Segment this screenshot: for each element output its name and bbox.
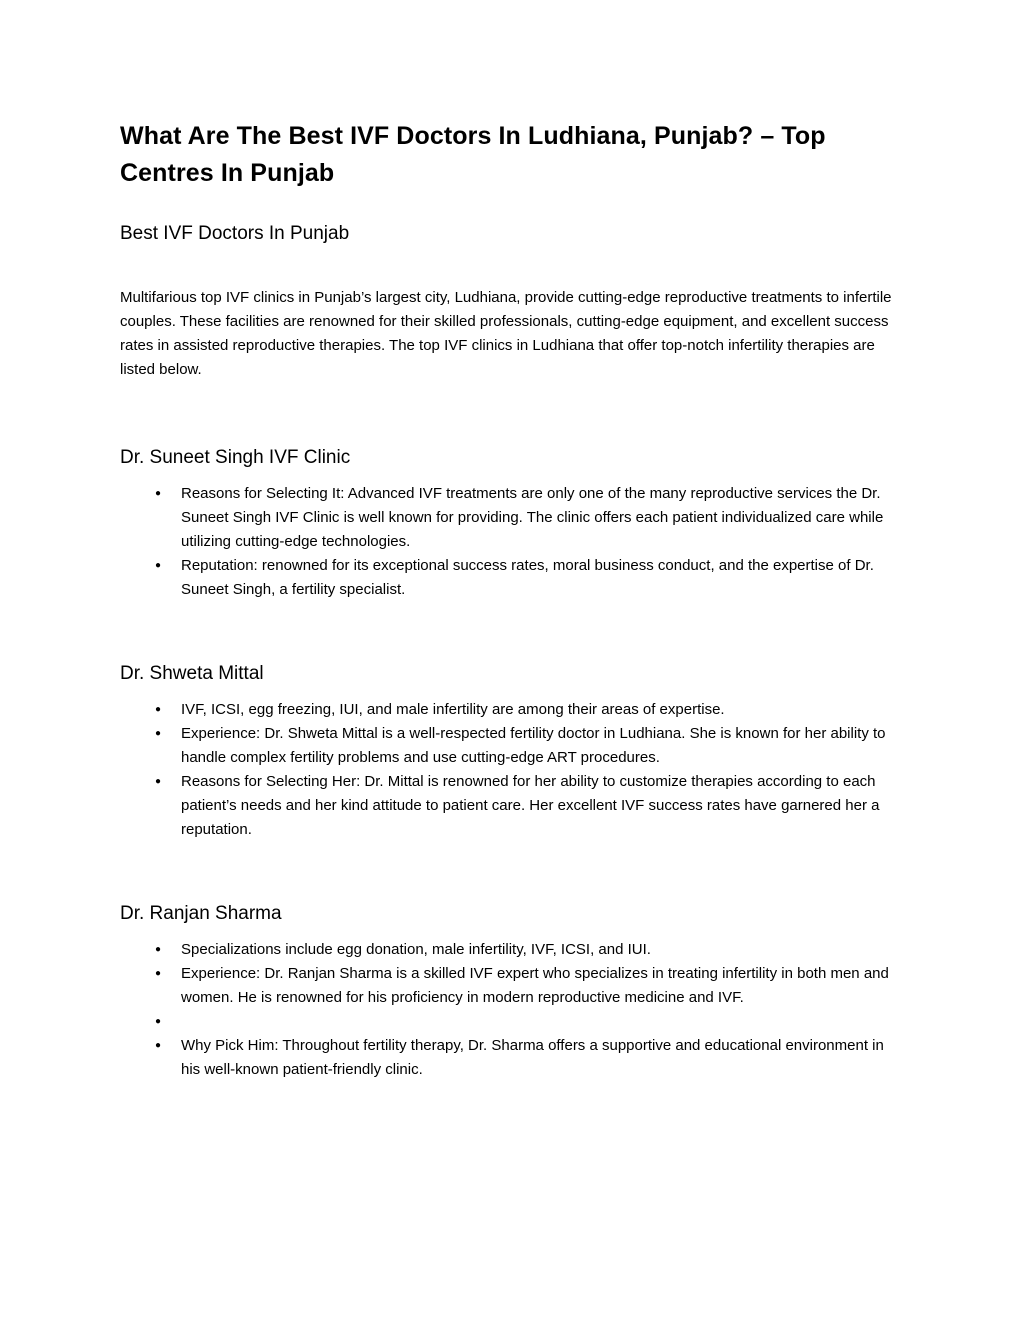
section-heading: Dr. Shweta Mittal: [120, 663, 264, 684]
bullet-item: [155, 698, 902, 722]
bullet-text: Experience: Dr. Ranjan Sharma is a skilled IVF expert who specializes in treating infertility in both men and women. He is renowned for his proficiency in modern reproductive medicine and IVF.: [181, 965, 889, 1006]
page-title: What Are The Best IVF Doctors In Ludhiana, Punjab? – Top Centres In Punjab: [120, 122, 826, 187]
bullet-list: [155, 698, 902, 842]
bullet-item: [155, 554, 902, 602]
section-heading: Dr. Suneet Singh IVF Clinic: [120, 447, 351, 468]
bullet-icon: ●: [155, 776, 162, 787]
bullet-icon: ●: [155, 728, 162, 739]
section-subtitle: Best IVF Doctors In Punjab: [120, 223, 350, 244]
intro-paragraph: Multifarious top IVF clinics in Punjab’s largest city, Ludhiana, provide cutting-edge reproductive treatments to infertile couples. These facilities are renowned for their skilled professionals, cutting-edge equipment, and excellent success rates in assisted reproductive therapies. The top IVF clinics in Ludhiana that offer top-notch infertility therapies are listed below.: [120, 289, 892, 378]
bullet-text: [181, 1010, 902, 1034]
bullet-icon: ●: [155, 944, 162, 955]
bullet-icon: ●: [155, 968, 162, 979]
bullet-icon: ●: [155, 1016, 162, 1027]
bullet-item: [155, 722, 902, 770]
bullet-item-empty: [155, 1010, 902, 1034]
bullet-icon: ●: [155, 560, 162, 571]
bullet-item: [155, 938, 902, 962]
bullet-list: [155, 938, 902, 1082]
bullet-icon: ●: [155, 488, 162, 499]
section-ranjan-sharma: [120, 902, 902, 1082]
section-heading: Dr. Ranjan Sharma: [120, 903, 282, 924]
bullet-list: [155, 482, 902, 602]
bullet-text: Reasons for Selecting Her: Dr. Mittal is renowned for her ability to customize therapies according to each patient’s needs and her kind attitude to patient care. Her excellent IVF success rates have garnered her a reputation.: [181, 773, 880, 838]
section-shweta-mittal: [120, 662, 902, 842]
bullet-item: [155, 482, 902, 554]
bullet-icon: ●: [155, 1040, 162, 1051]
bullet-icon: ●: [155, 704, 162, 715]
bullet-text: Specializations include egg donation, male infertility, IVF, ICSI, and IUI.: [181, 941, 651, 958]
bullet-text: Reasons for Selecting It: Advanced IVF treatments are only one of the many reproductive services the Dr. Suneet Singh IVF Clinic is well known for providing. The clinic offers each patient individualized care while utilizing cutting-edge technologies.: [181, 485, 884, 550]
bullet-item: [155, 1034, 902, 1082]
bullet-text: IVF, ICSI, egg freezing, IUI, and male infertility are among their areas of expertise.: [181, 701, 725, 718]
bullet-item: [155, 770, 902, 842]
bullet-text: Experience: Dr. Shweta Mittal is a well-respected fertility doctor in Ludhiana. She is known for her ability to handle complex fertility problems and use cutting-edge ART procedures.: [181, 725, 886, 766]
bullet-text: Reputation: renowned for its exceptional success rates, moral business conduct, and the expertise of Dr. Suneet Singh, a fertility specialist.: [181, 557, 874, 598]
bullet-text: Why Pick Him: Throughout fertility therapy, Dr. Sharma offers a supportive and educational environment in his well-known patient-friendly clinic.: [181, 1037, 884, 1078]
section-suneet-singh: [120, 446, 902, 602]
bullet-item: [155, 962, 902, 1010]
